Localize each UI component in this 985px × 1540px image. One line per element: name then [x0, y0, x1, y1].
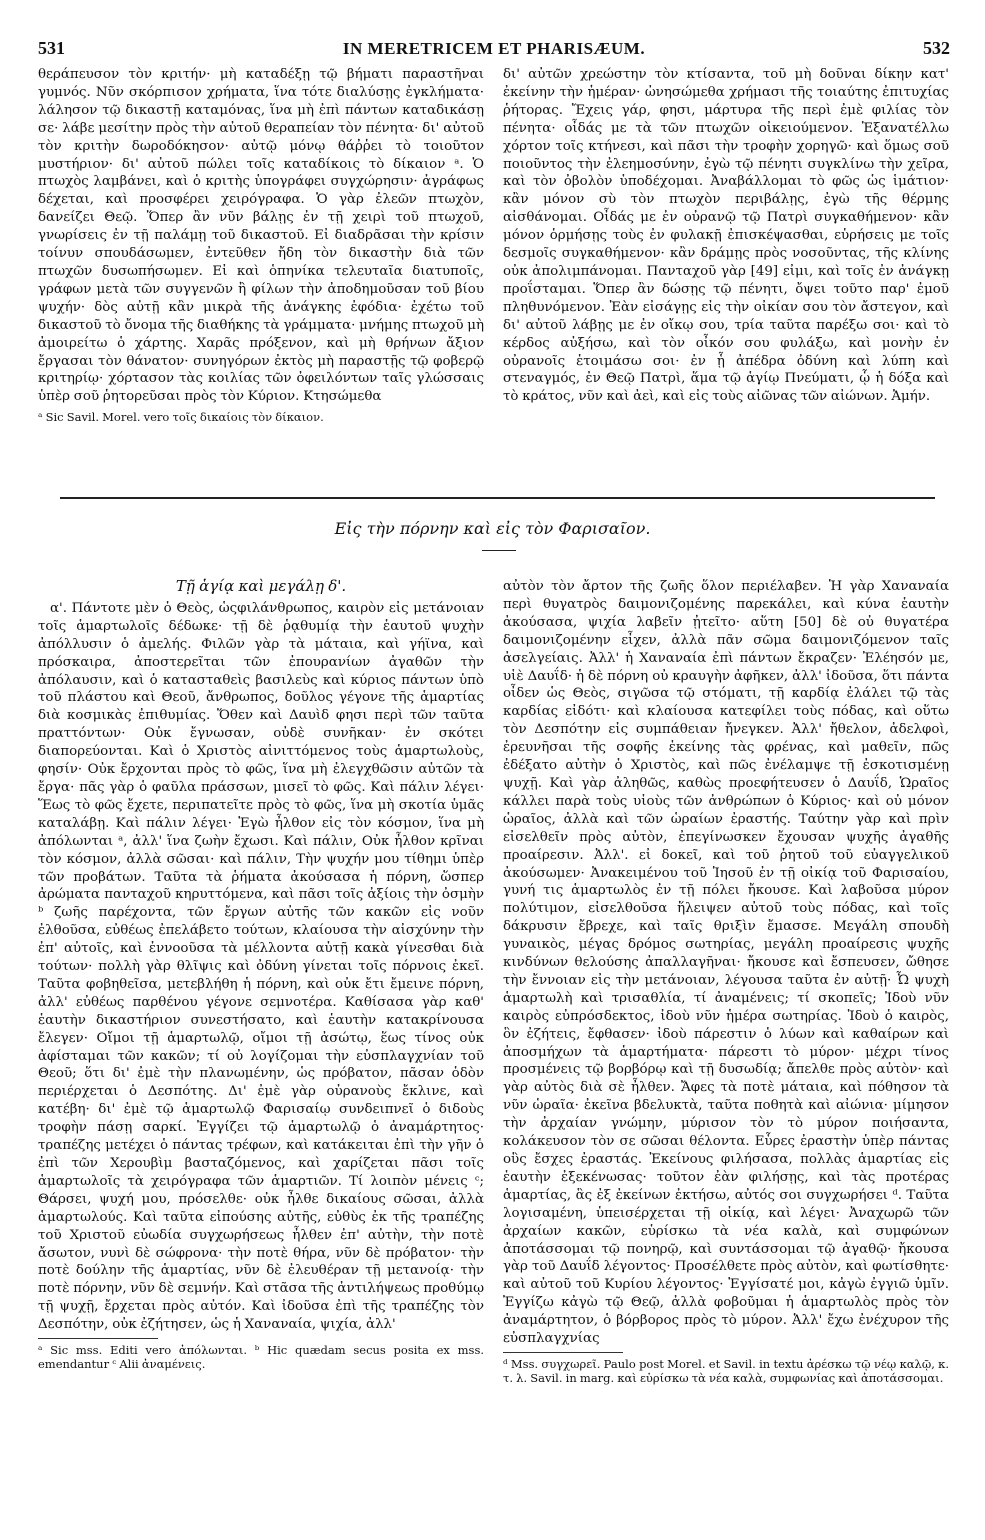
bottom-left-paragraph: α'. Πάντοτε μὲν ὁ Θεὸς, ὡςφιλάνθρωπος, καιρὸν εἰς μετάνοιαν τοῖς ἁμαρτωλοῖς δέδωκε· τῇ δὲ ῥᾳθυμίᾳ τὴν ἑαυτοῦ ψυχὴν ἀπόλλυσιν ὁ ἀμελής. Φιλῶν γὰρ τὰ μάταια, καὶ γήϊνα, καὶ πρόσκαιρα, ἀποστερεῖται τῶν ἐπουρανίων ἀγαθῶν τὴν ἀπόλαυσιν, καὶ ὁ κατασταθεὶς βασιλεὺς καὶ κύριος πάντων ὑπὸ τοῦ πλάστου καὶ Θεοῦ, ἄνθρωπος, δοῦλος γέγονε τῆς ἁμαρτίας διὰ κοσμικὰς ἐπιθυμίας. Ὅθεν καὶ Δαυὶδ φησι περὶ τῶν ταῦτα πραττόντων· Οὐκ ἔγνωσαν, οὐδὲ συνῆκαν· ἐν σκότει διαπορεύονται. Καὶ ὁ Χριστὸς αἰνιττόμενος τοὺς ἁμαρτωλοὺς, φησίν· Οὐκ ἔρχονται πρὸς τὸ φῶς, ἵνα μὴ ἐλεγχθῶσιν αὐτῶν τὰ ἔργα· πᾶς γὰρ ὁ φαῦλα πράσσων, μισεῖ τὸ φῶς. Καὶ πάλιν λέγει· Ἕως τὸ φῶς ἔχετε, περιπατεῖτε πρὸς τὸ φῶς, ἵνα μὴ σκοτία ὑμᾶς καταλάβῃ. Καὶ πάλιν λέγει· Ἐγὼ ἦλθον εἰς τὸν κόσμον, ἵνα μὴ ἀπόλωνται ᵃ, ἀλλ' ἵνα ζωὴν ἔχωσι. Καὶ πάλιν, Οὐκ ἦλθον κρῖναι τὸν κόσμον, ἀλλὰ σῶσαι· καὶ πάλιν, Τὴν ψυχήν μου τίθημι ὑπὲρ τῶν προβάτων. Ταῦτα τὰ ῥήματα ἀκούσασα ἡ πόρνη, ὥσπερ ἀρώματα πανταχοῦ κηρυττόμενα, καὶ πᾶσι τοῖς ἀξίοις τὴν ὀσμὴν ᵇ ζωῆς παρέχοντα, τῶν ἔργων αὐτῆς τῶν κακῶν εἰς νοῦν ἐλθοῦσα, εὐθέως ἐπελάβετο τούτων, κλαίουσα τὴν αἰσχύνην τὴν ἐπ' αὐτοῖς, καὶ ἐννοοῦσα τὰ μέλλοντα αὐτῇ κακὰ γίνεσθαι διὰ τούτων· πολλὴ γὰρ θλῖψις καὶ ὀδύνη γίνεται τοῖς πόρνοις ἐκεῖ. Ταῦτα φοβηθεῖσα, μετεβλήθη ἡ πόρνη, καὶ οὐκ ἔτι ἔμεινε πόρνη, ἀλλ' εὐθέως παρθένου γέγονε σεμνοτέρα. Καθίσασα γὰρ καθ' ἑαυτὴν δικαστήριον συνεστήσατο, καὶ ἑαυτὴν κατακρίνουσα ἔλεγεν· Οἴμοι τῇ ἁμαρτωλῷ, οἴμοι τῇ ἀσώτῳ, ἕως τίνος οὐκ ἀφίσταμαι τῶν κακῶν; τί οὐ λογίζομαι τὴν εὐσπλαγχνίαν τοῦ Θεοῦ; ὅτι δι' ἐμὲ τὴν πλανωμένην, ὡς πρόβατον, πᾶσαν ὁδὸν περιέρχεται ὁ Δεσπότης. Δι' ἐμὲ γὰρ οὐρανοὺς ἔκλινε, καὶ κατέβη· δι' ἐμὲ τῷ ἁμαρτωλῷ Φαρισαίῳ συνδειπνεῖ ὁ διδοὺς τροφὴν πάσῃ σαρκί. Ἐγγίζει τῷ ἁμαρτωλῷ ὁ ἀναμάρτητος· τραπέζης μετέχει ὁ πάντας τρέφων, καὶ κατάκειται ἐπὶ τὴν γῆν ὁ ἐπὶ τῶν Χερουβὶμ βασταζόμενος, καὶ χαρίζεται πᾶσι τοῖς ἁμαρτωλοῖς τὰ χειρόγραφα τῶν ἁμαρτιῶν. Τί λοιπὸν μένεις ᶜ; Θάρσει, ψυχή μου, πρόσελθε· οὐκ ἦλθε δικαίους σῶσαι, ἀλλὰ ἁμαρτωλούς. Καὶ ταῦτα εἰπούσης αὐτῆς, εὐθὺς ἐκ τῆς τραπέζης τοῦ Χριστοῦ εὐωδία συγχωρήσεως ἦλθεν ἐπ' αὐτὴν, τὴν ποτὲ ἄσωτον, νυνὶ δὲ σώφρονα· τὴν ποτὲ θήρα, νῦν δὲ πρόβατον· τὴν ποτὲ δούλην τῆς ἁμαρτίας, νῦν δὲ ἐλευθέραν τῇ μετανοίᾳ· τὴν ποτὲ πόρνην, νῦν δὲ σεμνήν. Καὶ στᾶσα τῆς ἀντιλήψεως προθύμῳ τῇ ψυχῇ, ἔρχεται πρὸς αὐτόν. Καὶ ἰδοῦσα ἐπὶ τῆς τραπέζης τὸν Δεσπότην, οὐκ ἐζήτησεν, ὡς ἡ Χαναναία, ψιχία, ἀλλ': [38, 600, 484, 1333]
top-left-paragraph: θεράπευσον τὸν κριτήν· μὴ καταδέξῃ τῷ βήματι παραστῆναι γυμνός. Νῦν σκόρπισον χρήματα, ἵνα τότε διαλύσῃς ἐγκλήματα· λάλησον τῷ δικαστῇ καταμόνας, ἵνα μὴ ἐπὶ πάντων καταδικάσῃ σε· λάβε μεσίτην πρὸς τὴν αὐτοῦ θεραπείαν τὸν πένητα· δι' αὐτοῦ τὸν κριτὴν δωροδόκησον· αὐτῷ μόνῳ θάῤῥει τὸ τοιοῦτον μυστήριον· δι' αὐτοῦ πώλει τοῖς καταδίκοις τὸ δίκαιον ᵃ. Ὁ πτωχὸς λαμβάνει, καὶ ὁ κριτὴς ὑπογράφει συγχώρησιν· ἀγράφως δέχεται, καὶ προσφέρει χειρόγραφα. Ὁ γὰρ ἐλεῶν πτωχὸν, δανείζει Θεῷ. Ὅπερ ἂν νῦν βάλῃς ἐν τῇ χειρὶ τοῦ πτωχοῦ, γνωρίσεις ἐν τῇ παλάμῃ τοῦ δικαστοῦ. Εἰ διαδρᾶσαι τὴν κρίσιν τοίνυν σπουδάσωμεν, ἐντεῦθεν ἤδη τὸν δικαστὴν διὰ τῶν πτωχῶν δυσωπήσωμεν. Εἰ καὶ ὁπηνίκα τελευταῖα διατυποῖς, γράφων μετὰ τῶν συγγενῶν ἢ φίλων τὴν ἀποδημοῦσαν τοῦ βίου ψυχήν· δὸς αὐτῇ κἂν μικρὰ τῆς ἀνάγκης ἐφόδια· ἐχέτω τοῦ δικαστοῦ τὸ ὄνομα τῆς διαθήκης τὰ γράμματα· μνήμης πτωχοῦ μὴ ἀμοιρείτω ὁ χάρτης. Χαρᾶς πρόξενον, καὶ μὴ θρήνων ἄξιον ἔργασαι τὸν θάνατον· συνηγόρων ἐκτὸς μὴ παραστῇς τῷ φοβερῷ κριτηρίῳ· χόρτασον τὰς κοιλίας τῶν ὀφειλόντων ταῖς γλώσσαις ὑπὲρ σοῦ ῥητορεῦσαι πρὸς τὸν Κύριον. Κτησώμεθα: [38, 67, 484, 405]
footnote-rule-right: [503, 1352, 623, 1353]
page-number-left: 531: [38, 38, 65, 58]
bottom-left-column: [38, 578, 484, 1530]
title-short-rule: [482, 550, 516, 551]
bottom-right-paragraph: αὐτὸν τὸν ἄρτον τῆς ζωῆς ὅλον περιέλαβεν. Ἡ γὰρ Χαναναία περὶ θυγατρὸς δαιμονιζομένης παρεκάλει, καὶ κύνα ἑαυτὴν ἀκούσασα, ψιχία λαβεῖν ᾐτεῖτο· αὕτη [50] δὲ οὐ θυγατέρα δαιμονιζομένην εἶχεν, ἀλλὰ πᾶν σῶμα δαιμονιζόμενον ταῖς ἀσελγείαις. Ἀλλ' ἡ Χαναναία ἐπὶ πάντων ἔκραζεν· Ἐλέησόν με, υἱὲ Δαυΐδ· ἡ δὲ πόρνη οὐ κραυγὴν ἀφῆκεν, ἀλλ' ἰδοῦσα, ὅτι πάντα οἶδεν ὡς Θεὸς, σιγῶσα τῷ στόματι, τῇ καρδίᾳ ἐλάλει τῷ τὰς καρδίας εἰδότι· καὶ κλαίουσα κατεφίλει τοὺς πόδας, καὶ οὕτω τὸν Δεσπότην εἰς συμπάθειαν ἤνεγκεν. Ἀλλ' ἤθελον, ἀδελφοὶ, ἐρευνῆσαι τῆς σοφῆς ἐκείνης τὰς φρένας, καὶ μαθεῖν, πῶς ἐδέξατο αὐτὴν ὁ Χριστὸς, καὶ πῶς ἐνέλαμψε τῇ ἐσκοτισμένῃ ψυχῇ. Καὶ γὰρ ἀληθῶς, καθὼς προεφήτευσεν ὁ Δαυΐδ, Ὡραῖος κάλλει παρὰ τοὺς υἱοὺς τῶν ἀνθρώπων ὁ Κύριος· καὶ οὐ μόνον ὡραῖος, ἀλλὰ καὶ τῶν ὡραίων ἐραστής. Ταύτην γὰρ καὶ πρὶν εἰσελθεῖν πρὸς αὐτὸν, ἐπεγίνωσκεν ἔχουσαν ψυχῆς ἀγαθῆς προαίρεσιν. Ἀλλ'. εἰ δοκεῖ, καὶ τοῦ ῥητοῦ τοῦ εὐαγγελικοῦ ἀκούσωμεν· Ἀνακειμένου τοῦ Ἰησοῦ ἐν τῇ οἰκίᾳ τοῦ Φαρισαίου, γυνή τις ἁμαρτωλὸς ἐν τῇ πόλει ἤκουσε. Καὶ λαβοῦσα μύρον πολύτιμον, εἰσελθοῦσα ἥλειψεν αὐτοῦ τοὺς πόδας, καὶ τοῖς δάκρυσιν ἔβρεχε, καὶ ταῖς θριξὶν ἔμασσε. Μεγάλη σπουδὴ γυναικὸς, μέγας δρόμος σωτηρίας, μεγάλη προαίρεσις ψυχῆς κινδύνων θελούσης ἀπαλλαγῆναι· ἤκουσε καὶ ἔσπευσεν, ὤθησε τὴν ἔννοιαν εἰς τὴν μετάνοιαν, λέγουσα ταῦτα ἐν αὐτῇ· Ὦ ψυχὴ ἁμαρτωλὴ καὶ τρισαθλία, τί ἀναμένεις; τί σκοπεῖς; Ἰδοὺ νῦν καιρὸς εὐπρόσδεκτος, ἰδοὺ νῦν ἡμέρα σωτηρίας. Ἰδοὺ ὁ καιρὸς, ὃν ἐζήτεις, ἔφθασεν· ἰδοὺ πάρεστιν ὁ λύων καὶ καθαίρων καὶ ἀποσμήχων τὰ ἁμαρτήματα· πάρεστι τὸ μύρον· μέχρι τίνος προσμένεις τῷ βορβόρῳ καὶ τῇ δυσωδίᾳ; ἄπελθε πρὸς αὐτὸν· καὶ γὰρ αὐτὸς διὰ σὲ ἦλθεν. Ἄφες τὰ ποτὲ μάταια, καὶ πόθησον τὰ νῦν ὡραῖα· ἐκεῖνα βδελυκτὰ, ταῦτα ποθητὰ καὶ αἰώνια· μίμησον τὴν ἀρχαίαν γνώμην, μύρισον τὸν τὸ μύρον ποιήσαντα, κολάκευσον τὸν σε σῶσαι θέλοντα. Εὗρες ἐραστὴν ὑπὲρ πάντας οὓς ἔσχες ἐραστάς. Ἐκείνους φιλήσασα, πολλὰς ἁμαρτίας εἰς ἑαυτὴν ἐξεκένωσας· τοῦτον ἐὰν φιλήσῃς, καὶ τὰς προτέρας ἁμαρτίας, ἃς ἐξ ἐκείνων ἐκτήσω, αὐτός σοι συγχωρήσει ᵈ. Ταῦτα λογισαμένη, ὑπεισέρχεται τῇ οἰκίᾳ, καὶ λέγει· Ἀναχωρῶ τῶν ἀρχαίων κακῶν, εὑρίσκω τὰ νέα καλὰ, καὶ συμφώνων ἀποτάσσομαι τῷ πονηρῷ, καὶ συντάσσομαι τῷ ἀγαθῷ· ἤκουσα γὰρ τοῦ Δαυΐδ λέγοντος· Προσέλθετε πρὸς αὐτὸν, καὶ φωτίσθητε· καὶ αὐτοῦ τοῦ Κυρίου λέγοντος· Ἐγγίσατέ μοι, κἀγὼ ἐγγιῶ ὑμῖν. Ἐγγίζω κἀγὼ τῷ Θεῷ, ἀλλὰ φοβοῦμαι ἡ ἁμαρτωλὸς πρὸς τὸν ἀναμάρτητον, ὁ βόρβορος πρὸς τὸ μύρον. Ἀλλ' ἔχω ἐνέχυρον τῆς εὐσπλαγχνίας: [503, 579, 949, 1347]
bottom-right-column: [503, 578, 949, 1530]
sermon-title: Εἰς τὴν πόρνην καὶ εἰς τὸν Φαρισαῖον.: [334, 519, 651, 538]
bottom-right-footnote: ᵈ Mss. συγχωρεῖ. Paulo post Morel. et Savil. in textu ἀρέσκω τῷ νέῳ καλῷ, κ. τ. λ. Savil. in marg. καὶ εὑρίσκω τὰ νέα καλὰ, συμφωνίας καὶ ἀποτάσσομαι.: [503, 1356, 949, 1385]
page-number-right: 532: [923, 38, 950, 58]
footnote-rule-left: [38, 1338, 158, 1339]
section-divider: [60, 497, 935, 499]
sermon-subtitle: Τῇ ἁγίᾳ καὶ μεγάλῃ δ'.: [175, 578, 347, 595]
top-right-column: [503, 66, 949, 476]
top-left-column: [38, 66, 484, 476]
running-title: IN MERETRICEM ET PHARISÆUM.: [342, 39, 646, 58]
running-header: [38, 38, 950, 60]
top-right-paragraph: δι' αὐτῶν χρεώστην τὸν κτίσαντα, τοῦ μὴ δοῦναι δίκην κατ' ἐκείνην τὴν ἡμέραν· ὠνησώμεθα χρήμασι τῆς τοιαύτης ἐπιτυχίας ῥήτορας. Ἔχεις γάρ, φησι, μάρτυρα τῆς περὶ ἐμὲ φιλίας τὸν πένητα· οἶδάς με τὰ τῶν πτωχῶν οἰκειούμενον. Ἐξανατέλλω χόρτον τοῖς κτήνεσι, καὶ πᾶσι τὴν τροφὴν χορηγῶ· καὶ ὅμως σοῦ ποιοῦντος τὴν ἐλεημοσύνην, ἐγὼ τῷ πένητι συγκλίνω τὴν χεῖρα, καὶ τὸν ὀβολὸν ὑποδέχομαι. Ἀναβάλλομαι τὸ φῶς ὡς ἱμάτιον· κἂν μόνον σὺ τὸν πτωχὸν περιβάλῃς, ἐγὼ τῆς θέρμης αἰσθάνομαι. Οἶδάς με ἐν οὐρανῷ τῷ Πατρὶ συγκαθήμενον· κἂν μόνον ὁρμήσῃς τοὺς ἐν φυλακῇ ἐπισκέψασθαι, εὑρήσεις με τοῖς δεσμοῖς συγκαθήμενον· κἂν δράμῃς πρὸς νοσοῦντας, τῆς κλίνης οὐκ ἀπολιμπάνομαι. Πανταχοῦ γὰρ [49] εἰμι, καὶ τοῖς ἐν ἀνάγκῃ προΐσταμαι. Ὅπερ ἂν δώσῃς τῷ πένητι, ὄψει τοῦτο παρ' ἐμοῦ πληθυνόμενον. Ἐὰν εἰσάγῃς εἰς τὴν οἰκίαν σου τὸν ἄστεγον, καὶ δι' αὐτοῦ λάβῃς με ἐν οἴκῳ σου, τρία ταῦτα παρέξω σοι· καὶ τὸ κέρδος αὐξήσω, καὶ τὸν οἶκόν σου φυλάξω, καὶ μονὴν ἐν οὐρανοῖς ἑτοιμάσω σοι· ἐν ᾗ ἀπέδρα ὀδύνη καὶ λύπη καὶ στεναγμός, ἐν Θεῷ Πατρὶ, ἅμα τῷ ἁγίῳ Πνεύματι, ᾧ ἡ δόξα καὶ τὸ κράτος, νῦν καὶ ἀεὶ, καὶ εἰς τοὺς αἰῶνας τῶν αἰώνων. Ἀμήν.: [503, 67, 949, 405]
bottom-left-footnote: ᵃ Sic mss. Editi vero ἀπόλωνται. ᵇ Hic quædam secus posita ex mss. emendantur ᶜ Alii ἀναμένεις.: [38, 1343, 484, 1372]
top-left-footnote: ᵃ Sic Savil. Morel. vero τοῖς δικαίοις τὸν δίκαιον.: [38, 410, 324, 425]
